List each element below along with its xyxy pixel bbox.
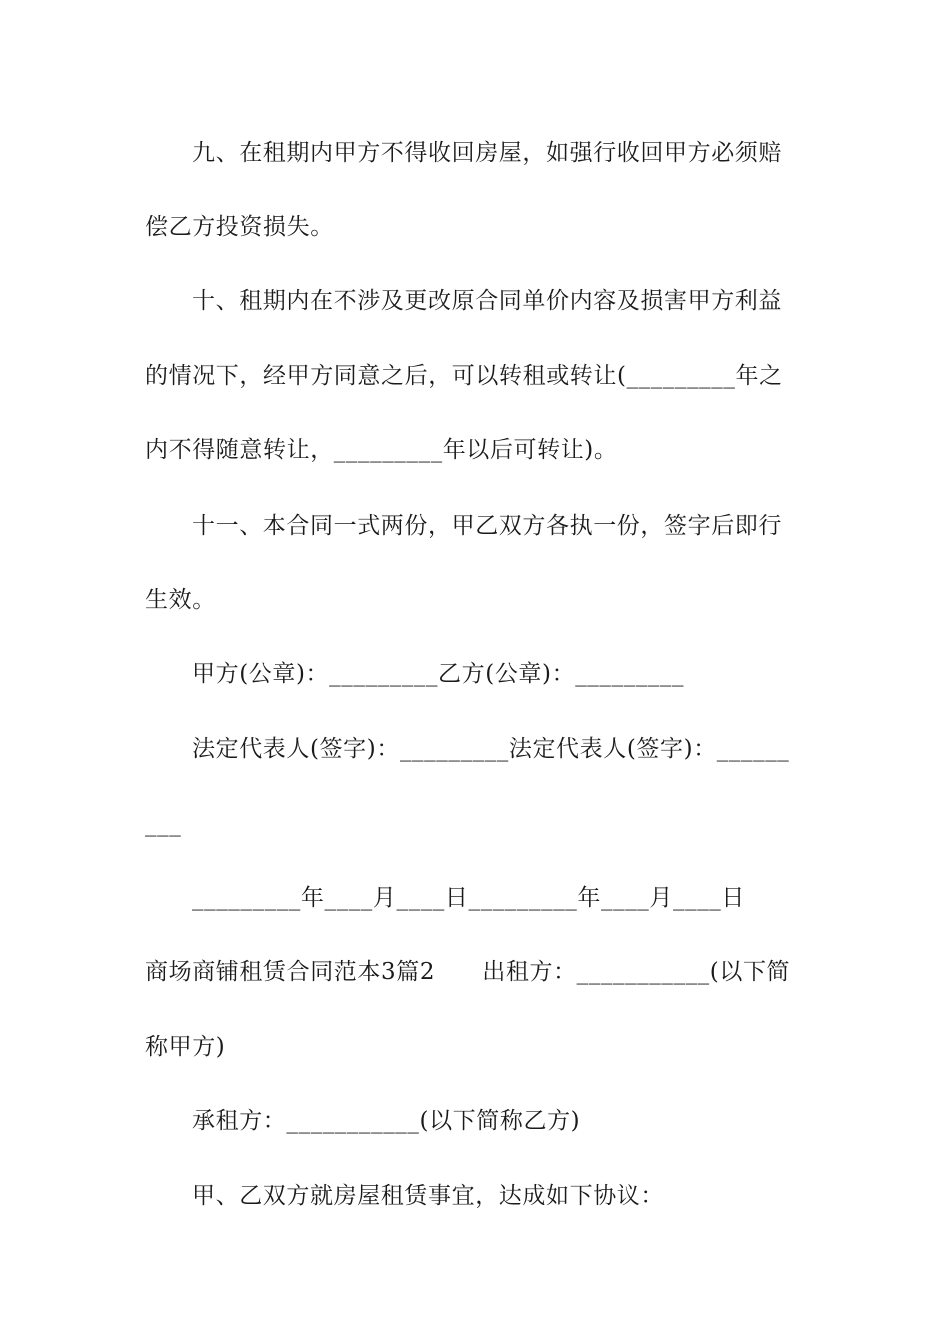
lessee-line: 承租方：___________(以下简称乙方) (192, 1108, 581, 1134)
clause-11-line-2: 生效。 (145, 587, 216, 613)
contract-title-line: 商场商铺租赁合同范本3篇2 出租方：___________(以下简 (145, 959, 791, 985)
clause-10-line-1: 十、租期内在不涉及更改原合同单价内容及损害甲方利益 (192, 288, 782, 314)
representative-line-continued: ___ (145, 811, 182, 837)
clause-11-line-1: 十一、本合同一式两份，甲乙双方各执一份，签字后即行 (192, 513, 782, 539)
seal-line: 甲方(公章)：_________乙方(公章)：_________ (192, 661, 685, 687)
lessor-continued-line: 称甲方) (145, 1034, 226, 1060)
agreement-intro-line: 甲、乙双方就房屋租赁事宜，达成如下协议： (192, 1183, 664, 1209)
representative-line: 法定代表人(签字)：_________法定代表人(签字)：______ (192, 736, 790, 762)
clause-9-line-1: 九、在租期内甲方不得收回房屋，如强行收回甲方必须赔 (192, 140, 782, 166)
clause-10-line-3: 内不得随意转让，_________年以后可转让)。 (145, 437, 618, 463)
clause-9-line-2: 偿乙方投资损失。 (145, 214, 334, 240)
date-line: _________年____月____日_________年____月____日 (192, 885, 745, 911)
clause-10-line-2: 的情况下，经甲方同意之后，可以转租或转让(_________年之 (145, 363, 783, 389)
